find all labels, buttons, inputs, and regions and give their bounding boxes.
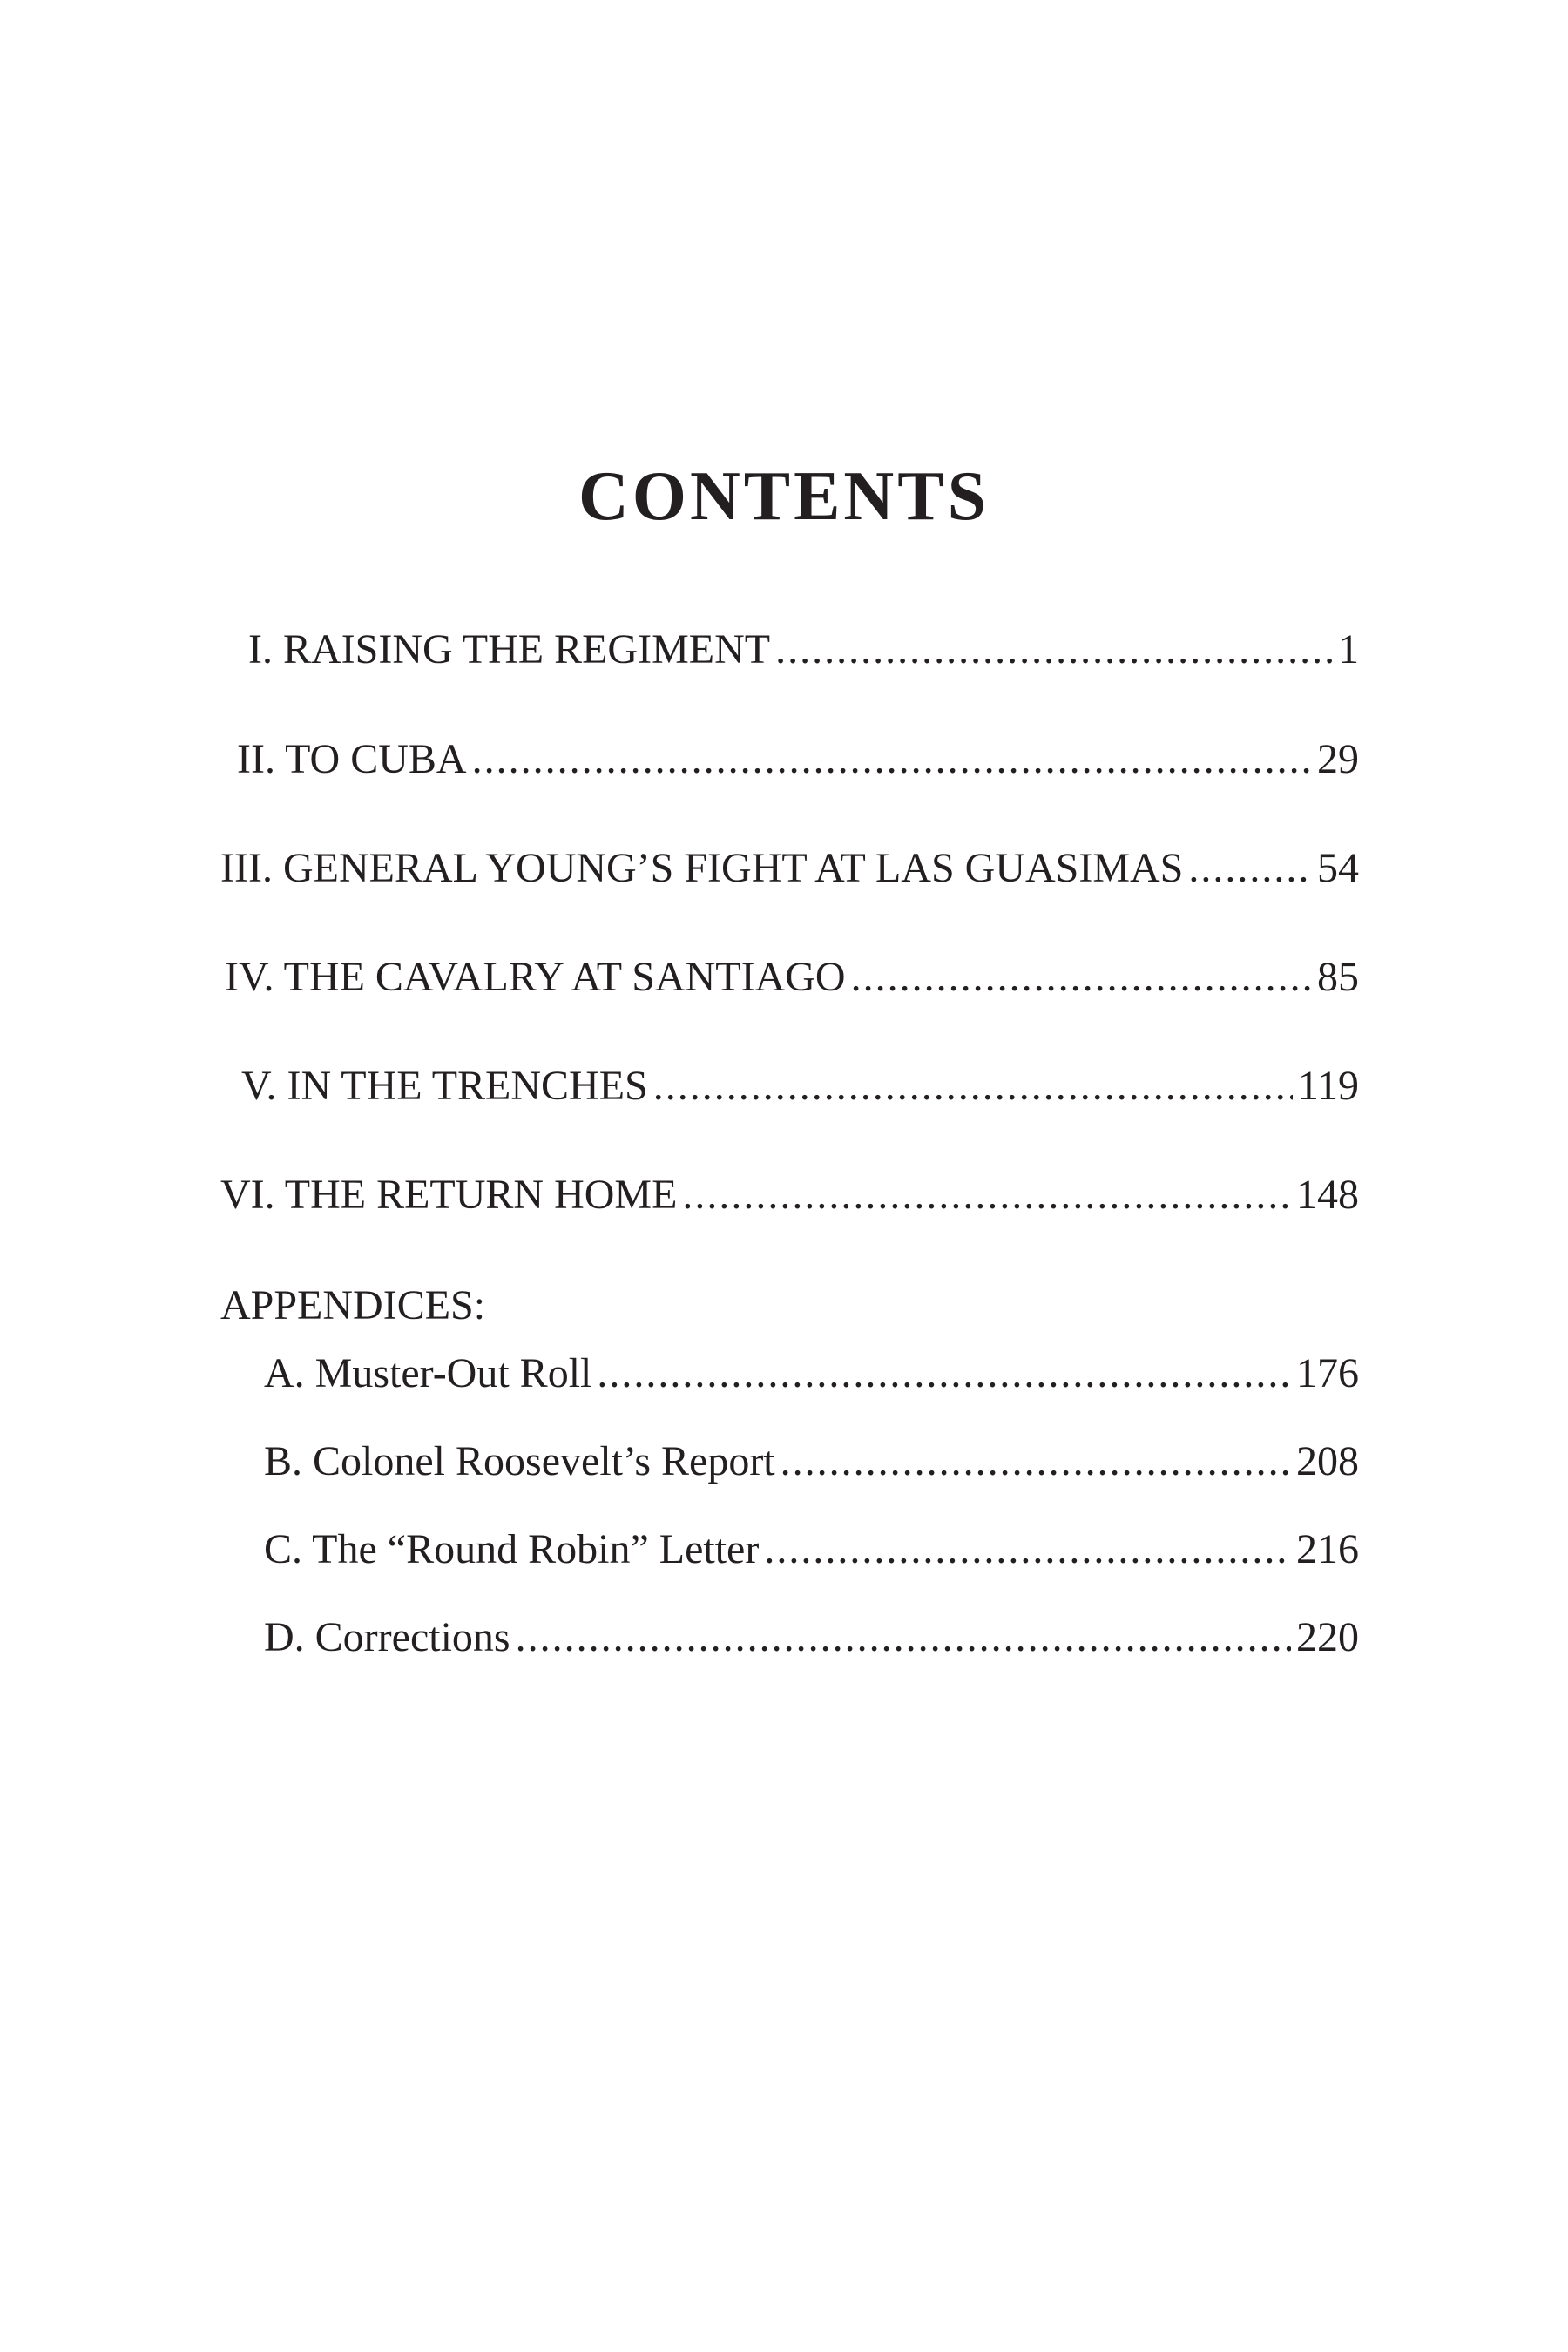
toc-entry-label: V. IN THE TRENCHES [241, 1063, 648, 1109]
toc-entry-label: IV. THE CAVALRY AT SANTIAGO [225, 954, 846, 1000]
toc-entry-page: 85 [1317, 954, 1359, 1000]
dot-leader [775, 629, 1333, 671]
toc-entry [248, 626, 1359, 672]
dot-leader [781, 1441, 1291, 1483]
appendix-entry-page: 176 [1296, 1350, 1359, 1396]
toc-entry [220, 845, 1359, 891]
appendix-entry [264, 1526, 1359, 1572]
appendix-entry-page: 220 [1296, 1614, 1359, 1660]
appendices-heading: APPENDICES: [220, 1282, 486, 1328]
dot-leader [472, 739, 1312, 781]
toc-entry [220, 1174, 1359, 1216]
toc-entry-page: 148 [1296, 1172, 1359, 1218]
toc-entry [225, 956, 1359, 998]
toc-entry-page: 54 [1317, 845, 1359, 891]
dot-leader [516, 1617, 1291, 1659]
dot-leader [1188, 848, 1312, 889]
page-title: CONTENTS [578, 458, 990, 535]
toc-entry-page: 1 [1338, 626, 1359, 672]
appendix-entry-label: D. Corrections [264, 1614, 510, 1660]
appendix-entry-page: 216 [1296, 1526, 1359, 1572]
appendix-entry [264, 1614, 1359, 1660]
dot-leader [764, 1529, 1291, 1571]
toc-entry-page: 29 [1317, 736, 1359, 782]
appendix-entry-label: C. The “Round Robin” Letter [264, 1526, 760, 1572]
appendix-entry-label: B. Colonel Roosevelt’s Report [264, 1438, 775, 1484]
dot-leader [597, 1353, 1291, 1395]
appendix-entry [264, 1350, 1359, 1396]
appendix-entry [264, 1438, 1359, 1484]
toc-entry-label: II. TO CUBA [237, 736, 467, 782]
toc-entry-page: 119 [1297, 1063, 1359, 1109]
dot-leader [851, 956, 1312, 998]
appendix-entry-page: 208 [1296, 1438, 1359, 1484]
toc-entry-label: I. RAISING THE REGIMENT [248, 626, 771, 672]
toc-entry-label: VI. THE RETURN HOME [220, 1172, 678, 1218]
appendix-entry-label: A. Muster-Out Roll [264, 1350, 592, 1396]
dot-leader [653, 1065, 1293, 1107]
toc-entry [237, 736, 1359, 782]
toc-entry-label: III. GENERAL YOUNG’S FIGHT AT LAS GUASIMAS [220, 845, 1184, 891]
dot-leader [682, 1174, 1291, 1216]
toc-entry [241, 1065, 1359, 1107]
